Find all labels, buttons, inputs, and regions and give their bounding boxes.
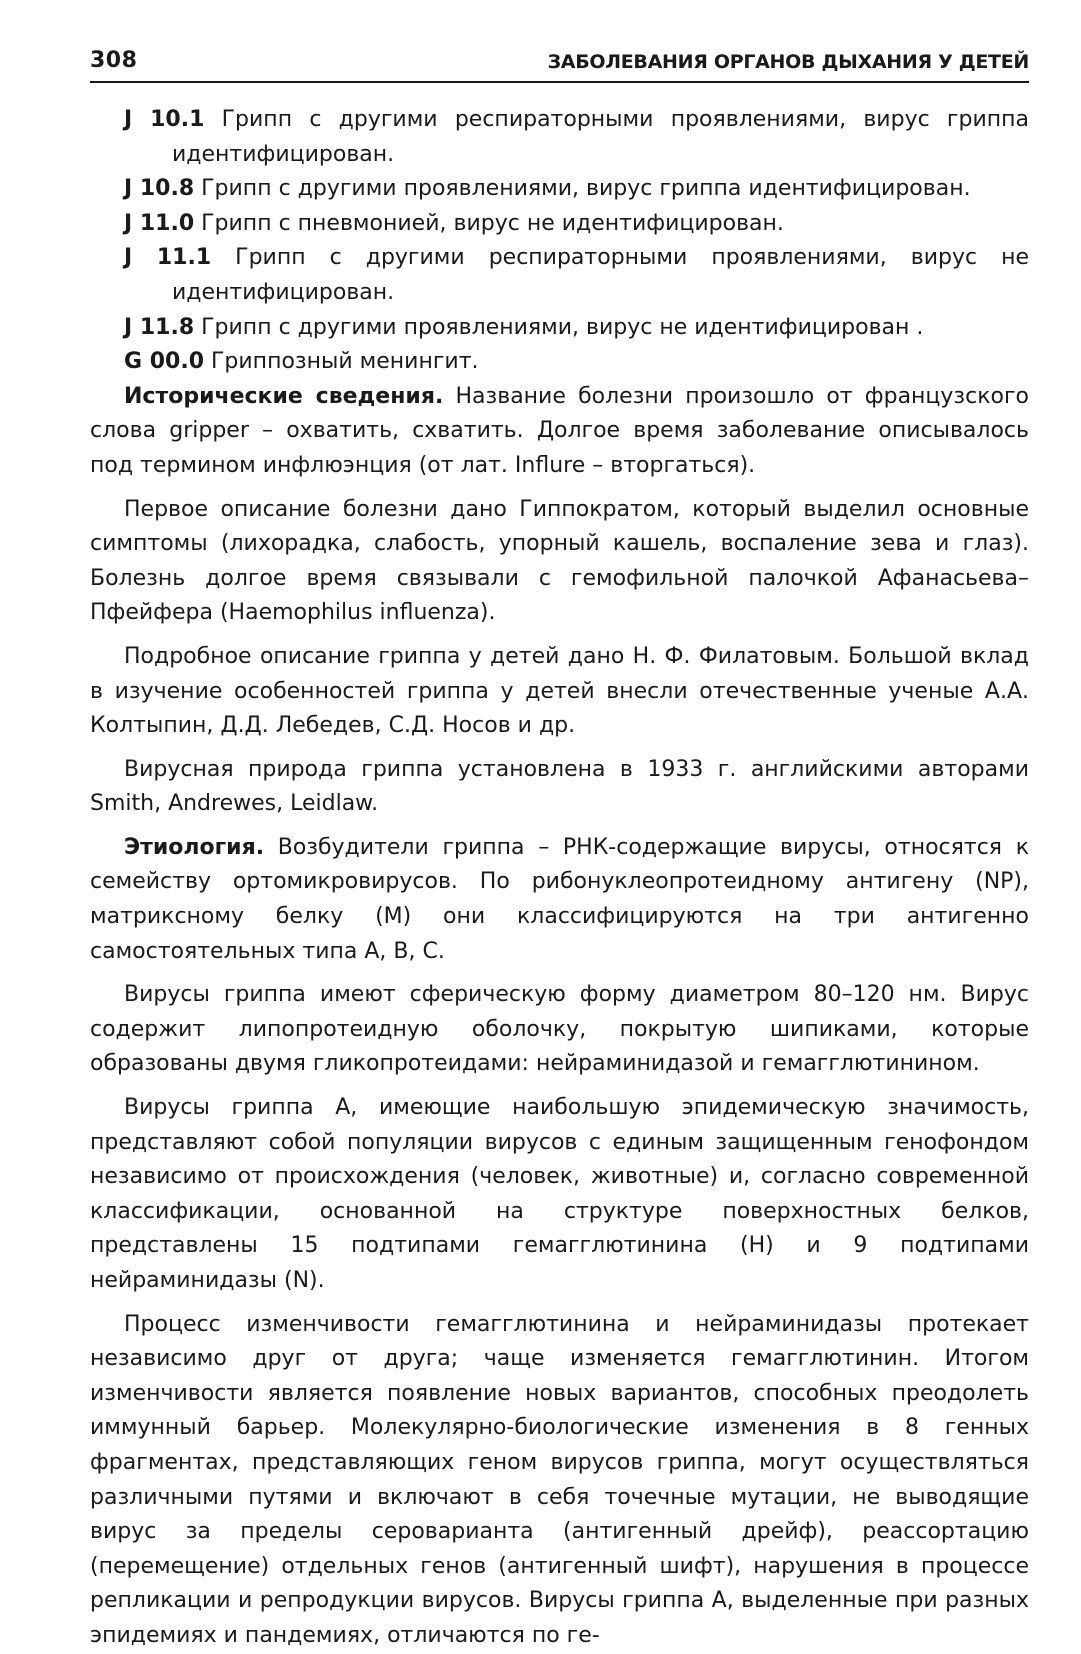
icd-code-list [124, 103, 1029, 380]
paragraph-text: Вирусы гриппа A, имеющие наибольшую эпидемическую значимость, представляют собой популяции вирусов с единым защищенным генофондом независимо от происхождения (человек, животные) и, согласно современной классификации, основанной на структуре поверхностных белков, представлены 15 подтипами гемагглютинина (H) и 9 подтипами нейраминидазы (N). [90, 1095, 1029, 1293]
icd-code-text: Грипп с пневмонией, вирус не идентифицирован. [201, 210, 784, 236]
section-lead-etiology: Этиология. [124, 834, 265, 860]
paragraph-history [90, 380, 1029, 484]
icd-code-item [124, 345, 1029, 380]
paragraph-text: Возбудители гриппа – РНК-содержащие вирусы, относятся к семейству ортомикровирусов. По рибонуклеопротеидному антигену (NP), матриксному белку (M) они классифицируются на три антигенно самостоятельных типа A, B, C. [90, 834, 1029, 964]
icd-code-item [124, 241, 1029, 310]
icd-code-item [124, 311, 1029, 346]
paragraph-text: Вирусы гриппа имеют сферическую форму диаметром 80–120 нм. Вирус содержит липопротеидную оболочку, покрытую шипиками, которые образованы двумя гликопротеидами: нейраминидазой и гемагглютинином. [90, 982, 1029, 1077]
icd-code-text: Грипп с другими проявлениями, вирус гриппа идентифицирован. [201, 176, 971, 202]
paragraph-text: Название болезни произошло от французского слова gripper – охватить, схватить. Долгое время заболевание описывалось под термином инфлюэнция (от лат. Influre – вторгаться). [90, 383, 1029, 478]
icd-code: G 00.0 [124, 349, 204, 375]
page-header [90, 48, 1029, 83]
icd-code: J 11.0 [124, 210, 195, 236]
paragraph [90, 640, 1029, 744]
paragraph [90, 1091, 1029, 1299]
paragraph [90, 1308, 1029, 1654]
icd-code-item [124, 103, 1029, 172]
icd-code-text: Грипп с другими проявлениями, вирус не идентифицирован . [201, 314, 924, 340]
icd-code-item [124, 172, 1029, 207]
paragraph-text: Вирусная природа гриппа установлена в 1933 г. английскими авторами Smith, Andrewes, Leidlaw. [90, 756, 1029, 817]
icd-code-item [124, 207, 1029, 242]
page-number: 308 [90, 48, 138, 73]
paragraph [90, 978, 1029, 1082]
paragraph [90, 493, 1029, 631]
paragraph-etiology [90, 831, 1029, 969]
icd-code: J 10.8 [124, 176, 195, 202]
icd-code-text: Гриппозный менингит. [211, 349, 479, 375]
paragraph [90, 753, 1029, 822]
paragraph-text: Процесс изменчивости гемагглютинина и нейраминидазы протекает независимо друг от друга; чаще изменяется гемагглютинин. Итогом изменчивости является появление новых вариантов, способных преодолеть иммунный барьер. Молекулярно-биологические изменения в 8 генных фрагментах, представляющих геном вирусов гриппа, могут осуществляться различными путями и включают в себя точечные мутации, не выводящие вирус за пределы серοварианта (антигенный дрейф), реассортацию (перемещение) отдельных генов (антигенный шифт), нарушения в процессе репликации и репродукции вирусов. Вирусы гриппа A, выделенные при разных эпидемиях и пандемиях, отличаются по ге- [90, 1311, 1029, 1648]
running-title: ЗАБОЛЕВАНИЯ ОРГАНОВ ДЫХАНИЯ У ДЕТЕЙ [547, 51, 1029, 73]
paragraph-text: Первое описание болезни дано Гиппократом, который выделил основные симптомы (лихорадка, слабость, упорный кашель, воспаление зева и глаз). Болезнь долгое время связывали с гемофильной палочкой Афанасьева–Пфейфера (Haemophilus influenza). [90, 496, 1029, 626]
page-body [90, 103, 1029, 1654]
icd-code: J 10.1 [124, 107, 205, 132]
icd-code: J 11.8 [124, 314, 195, 340]
section-lead-history: Исторические сведения. [124, 383, 444, 409]
icd-code-text: Грипп с другими респираторными проявлениями, вирус гриппа идентифицирован. [172, 107, 1029, 167]
paragraph-text: Подробное описание гриппа у детей дано Н. Ф. Филатовым. Большой вклад в изучение особенностей гриппа у детей внесли отечественные ученые А.А. Колтыпин, Д.Д. Лебедев, С.Д. Носов и др. [90, 643, 1029, 739]
icd-code: J 11.1 [124, 245, 212, 271]
icd-code-text: Грипп с другими респираторными проявлениями, вирус не идентифицирован. [172, 245, 1030, 305]
